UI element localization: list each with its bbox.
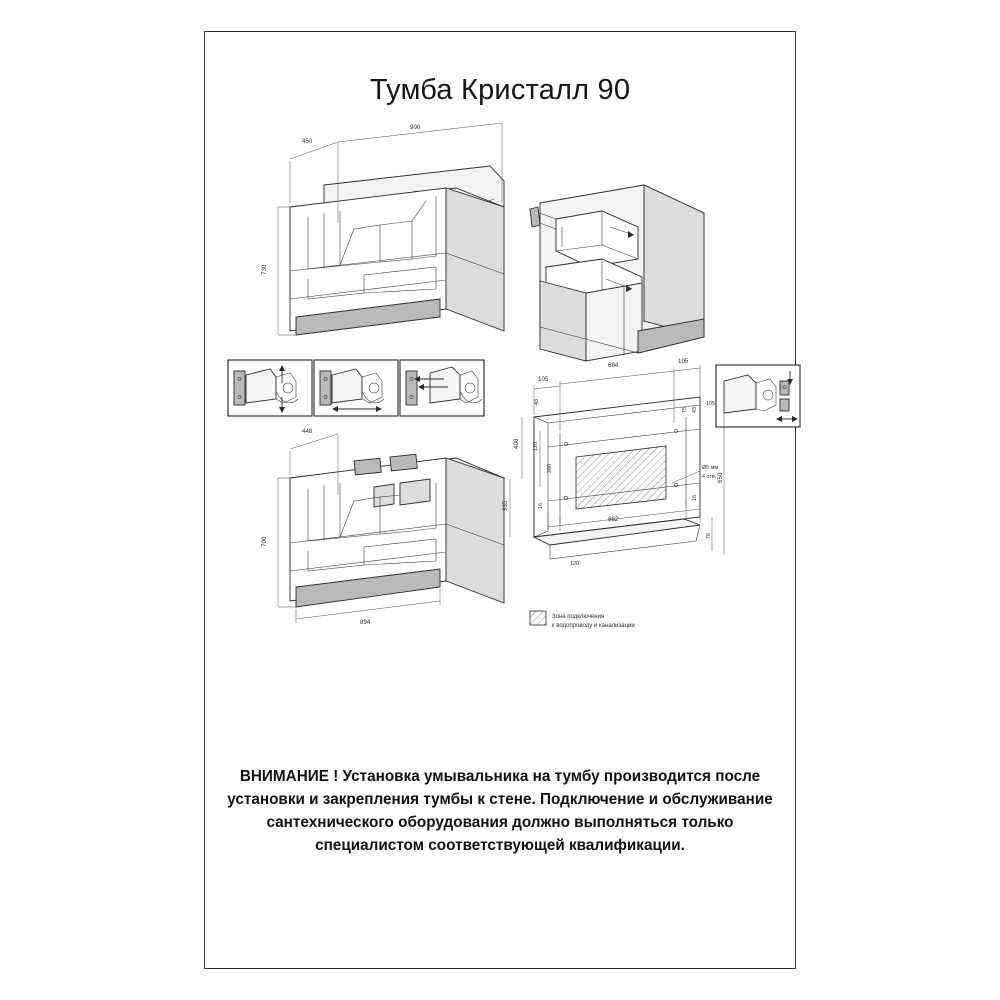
dim-label-280: 280 [547,464,553,473]
dim-label-75: 75 [682,407,688,413]
legend-line-1: Зона подключения [552,614,605,620]
dim-label-730: 730 [261,264,268,275]
hinge-remove-panel [400,360,484,416]
note-hole-count: 4 отв. [702,474,717,480]
dim-label-894: 894 [360,619,371,626]
legend-line-2: к водопроводу и канализации [552,623,635,629]
dim-label-862: 862 [608,516,619,523]
dim-label-105-left: 105 [538,376,549,383]
page-title: Тумба Кристалл 90 [369,74,631,106]
note-hole-diameter: Ø5 мм [702,465,719,471]
dim-label-120-bottom: 120 [570,561,579,567]
dim-label-448: 448 [302,428,313,435]
wall-plan-left-dims [510,417,540,537]
dim-label-335: 335 [502,500,509,511]
dim-label-105-off: 105 [706,401,715,407]
warning-note [214,765,786,857]
warning-line-3: сантехнического оборудования должно выполняться только [266,814,734,831]
warning-line-2: установки и закрепления тумбы к стене. Подключение и обслуживание [227,791,773,808]
dim-label-16-left: 16 [538,503,544,509]
view-top-right [530,185,704,361]
dim-label-120: 120 [533,442,539,451]
warning-line-4: специалистом соответствующей квалификации. [315,837,685,854]
hinge-adjust-depth-panel [314,360,398,416]
warning-line-1: ВНИМАНИЕ ! Установка умывальника на тумбу производится после [239,768,761,785]
view-bottom-left [261,428,504,626]
hinge-panel-group [228,360,484,416]
dim-label-700: 700 [261,536,268,547]
view-top-left [261,123,504,335]
wall-plan-top-dims [534,365,700,431]
view-wall-plan [502,358,724,629]
dim-label-43-right: 43 [692,407,698,413]
dim-label-684: 684 [608,362,619,369]
dim-label-43-left: 43 [534,399,540,405]
dim-label-76: 76 [706,533,712,539]
dim-label-16-right: 16 [692,495,698,501]
wall-plan-legend [530,611,635,629]
dim-label-900: 900 [410,124,421,131]
hinge-mount-detail-panel [716,365,800,427]
dim-label-105-right: 105 [678,358,689,365]
dim-label-400: 400 [513,438,520,449]
dim-label-450: 450 [302,138,313,145]
hinge-adjust-vertical-panel [228,360,312,416]
dim-label-650: 650 [717,472,724,483]
